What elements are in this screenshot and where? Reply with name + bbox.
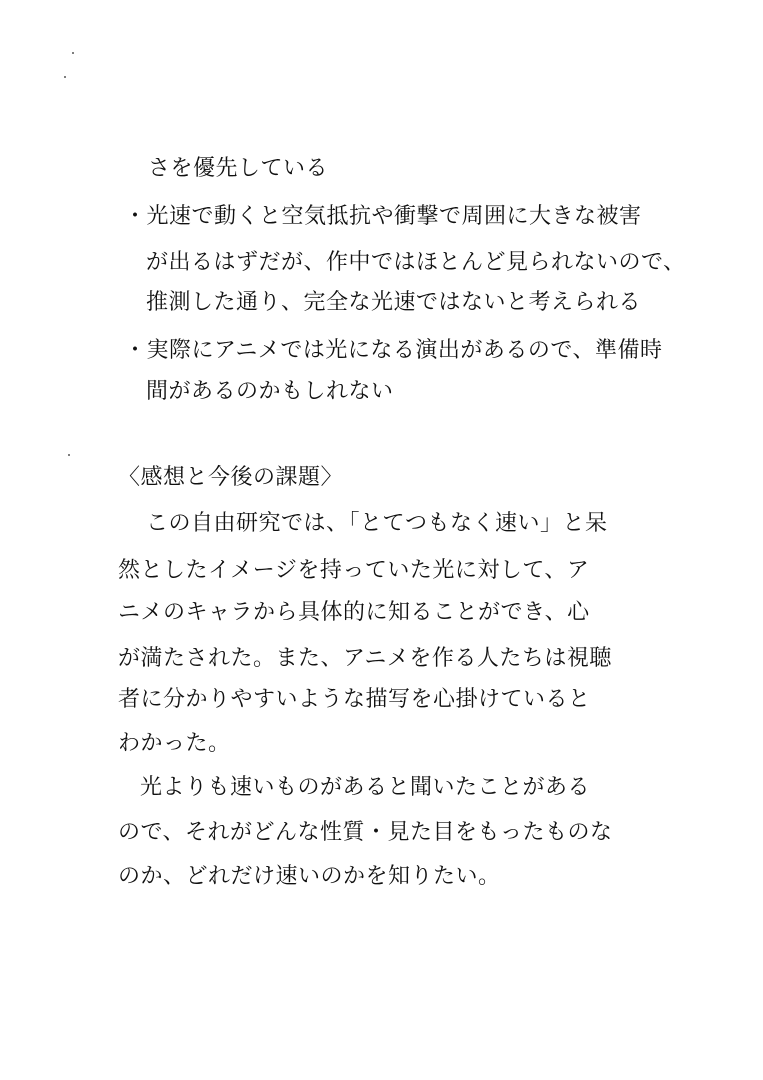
bullet-1-line-1: ・光速で動くと空気抵抗や衝撃で周囲に大きな被害 — [124, 204, 642, 229]
section-heading: 〈感想と今後の課題〉 — [118, 465, 344, 490]
paragraph-2-line-2: ので、それがどんな性質・見た目をもったものな — [118, 820, 613, 845]
paragraph-1-line-4: が満たされた。また、アニメを作る人たちは視聴 — [118, 646, 612, 671]
scan-speck — [72, 52, 74, 54]
paragraph-1-line-2: 然としたイメージを持っていた光に対して、ア — [118, 558, 590, 583]
bullet-1-line-3: 推測した通り、完全な光速ではないと考えられる — [146, 290, 642, 315]
scan-speck — [68, 454, 70, 456]
paragraph-1-line-1: この自由研究では、「とてつもなく速い」と呆 — [146, 511, 608, 536]
bullet-1-line-2: が出るはずだが、作中ではほとんど見られないので、 — [146, 250, 686, 275]
paragraph-1-line-5: 者に分かりやすいような描写を心掛けていると — [118, 687, 591, 712]
bullet-2-line-2: 間があるのかもしれない — [146, 379, 394, 404]
bullet-2-line-1: ・実際にアニメでは光になる演出があるので、準備時 — [124, 338, 663, 363]
scan-speck — [64, 76, 66, 78]
paragraph-2-line-3: のか、どれだけ速いのかを知りたい。 — [118, 864, 501, 889]
paragraph-1-line-3: ニメのキャラから具体的に知ることができ、心 — [118, 600, 590, 625]
paragraph-1-line-6: わかった。 — [118, 731, 231, 756]
paragraph-2-line-1: 光よりも速いものがあると聞いたことがある — [140, 775, 591, 800]
continued-line: さを優先している — [148, 156, 329, 181]
